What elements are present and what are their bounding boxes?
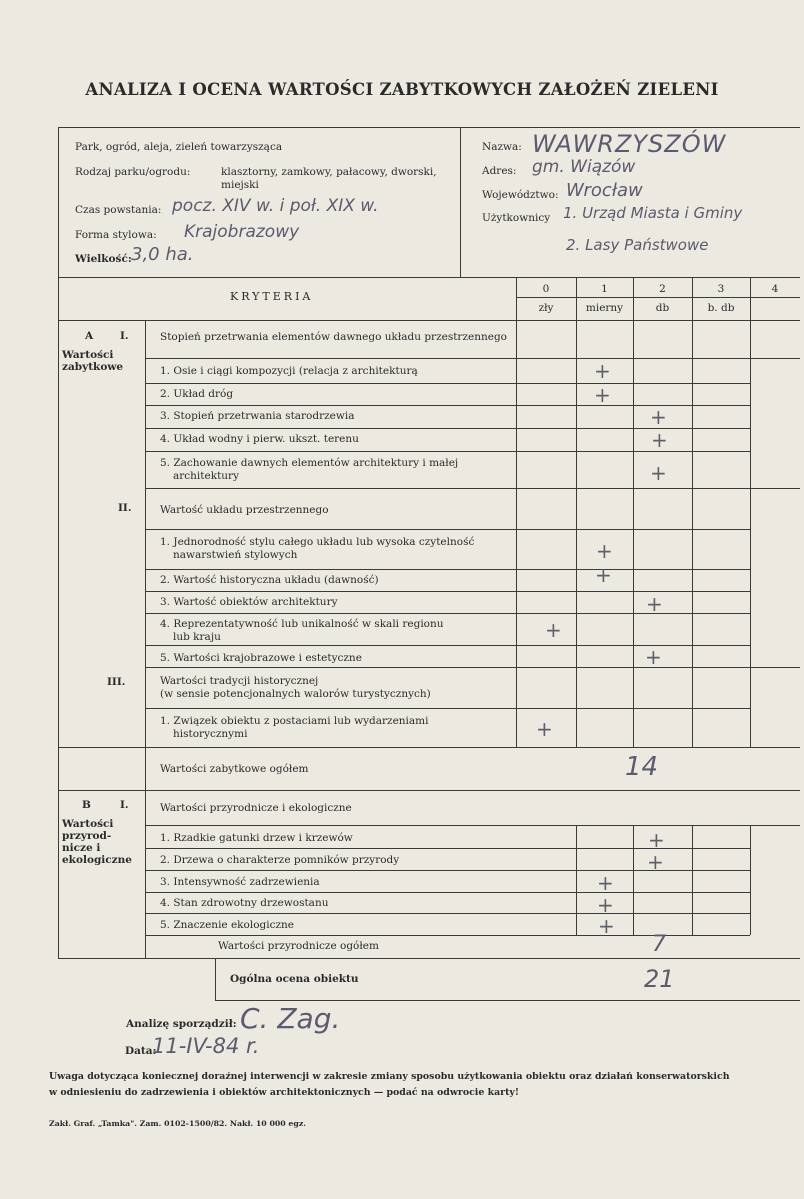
adres-label: Adres: [482,165,517,177]
wojewodztwo-label: Województwo: [482,189,559,201]
czas-label: Czas powstania: [75,204,162,216]
group-a3-title: Wartości tradycji historycznej [160,675,319,687]
mark-a1-1: + [594,359,611,383]
score-4: 4 [771,283,779,295]
nazwa-label: Nazwa: [482,141,522,153]
criterion-a1-4: 4. Układ wodny i pierw. ukszt. terenu [160,433,359,445]
overall-value: 21 [644,965,675,993]
section-a-name: Wartości [62,349,114,361]
section-a-letter: A [85,330,94,342]
criterion-b1-1: 1. Rzadkie gatunki drzew i krzewów [160,832,353,844]
group-b1-title: Wartości przyrodnicze i ekologiczne [160,802,352,814]
rodzaj-label: Rodzaj parku/ogrodu: [75,166,191,178]
data-value: 11-IV-84 r. [152,1034,260,1058]
forma-label: Forma stylowa: [75,229,157,241]
criterion-a2-4: 4. Reprezentatywność lub unikalność w skali regionu [160,618,444,630]
mark-a2-4: + [545,618,562,642]
object-type-line: Park, ogród, aleja, zieleń towarzysząca [75,141,283,153]
mark-a1-4: + [651,428,668,452]
section-b-total-label: Wartości przyrodnicze ogółem [218,940,379,952]
printer-info: Zakł. Graf. „Tamka". Zam. 0102-1500/82. Nakł. 10 000 egz. [49,1119,306,1128]
group-a3-title-2: (w sensie potencjonalnych walorów turystycznych) [160,688,431,700]
criterion-a2-2: 2. Wartość historyczna układu (dawność) [160,574,379,586]
criterion-a3-1: 1. Związek obiektu z postaciami lub wydarzeniami [160,715,429,727]
criterion-a2-4-cont: lub kraju [173,631,221,643]
criterion-a2-1: 1. Jednorodność stylu całego układu lub wysoka czytelność [160,536,475,548]
note-line-2: w odniesieniu do zadrzewienia i obiektów architektonicznych — podać na odwrocie karty! [49,1087,519,1098]
wielkosc-value: 3,0 ha. [131,244,194,265]
adres-value: gm. Wiązów [532,157,636,177]
criterion-b1-2: 2. Drzewa o charakterze pomników przyrody [160,854,400,866]
forma-value: Krajobrazowy [184,222,300,242]
criterion-b1-5: 5. Znaczenie ekologiczne [160,919,295,931]
mark-b1-5: + [598,914,615,938]
section-a-total-label: Wartości zabytkowe ogółem [160,763,309,775]
score-3: 3 [717,283,725,295]
section-a-roman: I. [120,330,129,342]
group-a3-roman: III. [107,676,126,688]
mark-b1-2: + [647,850,664,874]
score-0: 0 [542,283,550,295]
data-label: Data: [125,1045,157,1057]
page-title: ANALIZA I OCENA WARTOŚCI ZABYTKOWYCH ZAŁOŻEŃ ZIELENI [85,80,719,99]
score-label-1: mierny [585,302,624,314]
section-a-total-value: 14 [625,752,659,782]
criterion-a1-2: 2. Układ dróg [160,388,234,400]
criterion-b1-4: 4. Stan zdrowotny drzewostanu [160,897,329,909]
mark-b1-3: + [597,871,614,895]
criterion-a1-5: 5. Zachowanie dawnych elementów architektury i małej [160,457,459,469]
section-b-roman: I. [120,799,129,811]
mark-a1-3: + [650,405,667,429]
criteria-title: KRYTERIA [230,290,314,303]
section-b-name: Wartości [62,818,114,830]
nazwa-value: WAWRZYSZÓW [532,130,727,158]
uzytkownicy-value-2: 2. Lasy Państwowe [566,236,709,254]
section-b-total-value: 7 [652,932,666,957]
section-b-name-3: nicze i [62,842,101,854]
mark-a2-5: + [645,645,662,669]
criterion-a1-5-cont: architektury [173,470,240,482]
rodzaj-options: klasztorny, zamkowy, pałacowy, dworski, [221,166,437,178]
analiza-label: Analizę sporządził: [126,1018,237,1030]
score-2: 2 [659,283,666,295]
mark-b1-1: + [648,828,665,852]
uzytkownicy-label: Użytkownicy [482,212,551,224]
group-a2-title: Wartość układu przestrzennego [160,504,329,516]
score-label-0: zły [538,302,554,314]
section-b-name-4: ekologiczne [62,854,132,866]
section-a-name-2: zabytkowe [62,361,124,373]
criterion-b1-3: 3. Intensywność zadrzewienia [160,876,320,888]
mark-a2-1: + [596,539,613,563]
uzytkownicy-value-1: 1. Urząd Miasta i Gminy [563,204,743,222]
criterion-a2-1-cont: nawarstwień stylowych [173,549,298,561]
mark-b1-4: + [597,893,614,917]
mark-a2-3: + [646,592,663,616]
overall-label: Ogólna ocena obiektu [230,973,359,985]
section-b-name-2: przyrod- [62,830,112,842]
score-label-2: db [655,302,670,314]
mark-a1-5: + [650,461,667,485]
mark-a2-2: + [595,563,612,587]
note-line-1: Uwaga dotycząca koniecznej doraźnej interwencji w zakresie zmiany sposobu użytkowania obiektu oraz działań konserwatorskich [49,1071,730,1082]
wielkosc-label: Wielkość: [75,253,132,265]
section-b-letter: B [82,799,91,811]
group-a1-title: Stopień przetrwania elementów dawnego układu przestrzennego [160,331,507,343]
criterion-a2-3: 3. Wartość obiektów architektury [160,596,338,608]
mark-a1-2: + [594,383,611,407]
criterion-a1-1: 1. Osie i ciągi kompozycji (relacja z architekturą [160,365,418,377]
score-label-3: b. db [707,302,735,314]
rodzaj-options-2: miejski [221,179,259,191]
score-1: 1 [601,283,608,295]
criterion-a1-3: 3. Stopień przetrwania starodrzewia [160,410,355,422]
criterion-a2-5: 5. Wartości krajobrazowe i estetyczne [160,652,362,664]
group-a2-roman: II. [118,502,132,514]
analiza-signature: C. Zag. [240,1002,341,1035]
criterion-a3-1-cont: historycznymi [173,728,248,740]
czas-value: pocz. XIV w. i poł. XIX w. [172,196,379,216]
mark-a3-1: + [536,717,553,741]
wojewodztwo-value: Wrocław [566,180,643,201]
